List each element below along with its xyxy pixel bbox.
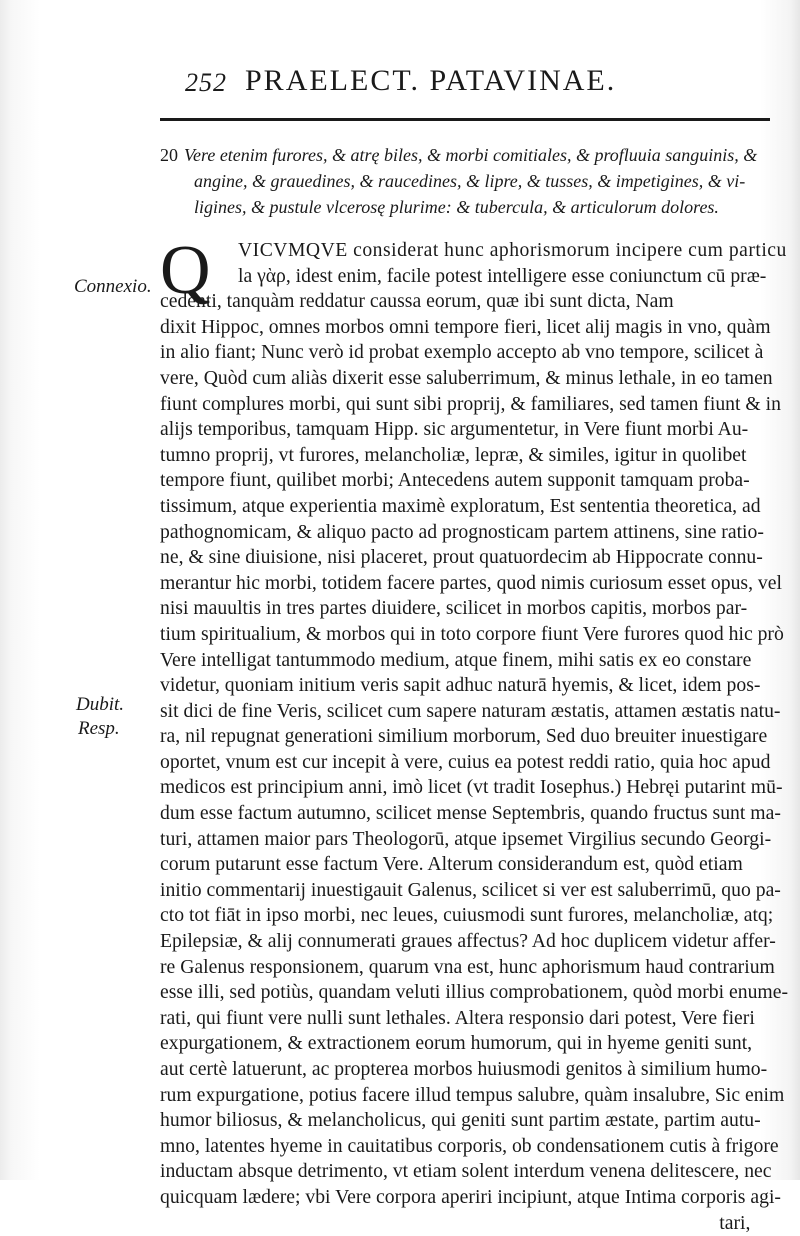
text-line: cto tot fiāt in ipso morbi, nec leues, cuiusmodi sunt furores, melancholiæ, atq; bbox=[160, 904, 774, 927]
text-line: dum esse factum autumno, scilicet mense Septembris, quando fructus sunt ma- bbox=[160, 802, 781, 825]
running-title: PRAELECT. PATAVINAE. bbox=[245, 64, 617, 97]
text-line: expurgationem, & extractionem eorum humorum, qui in hyeme geniti sunt, bbox=[160, 1032, 753, 1055]
aphorism-line: ligines, & pustule vlcerosę plurime: & tubercula, & articulorum dolores. bbox=[194, 197, 719, 217]
drop-cap: Q bbox=[160, 232, 211, 309]
margin-note-dubit: Dubit. bbox=[76, 694, 125, 715]
aphorism-number: 20 bbox=[160, 145, 178, 165]
text-line: initio commentarij inuestigauit Galenus, scilicet si ver est saluberrimū, quo pa- bbox=[160, 878, 781, 901]
text-line: rati, qui fiunt vere nulli sunt lethales. Altera responsio dari potest, Vere fieri bbox=[160, 1006, 755, 1029]
text-line: oportet, vnum est cur incepit à vere, cuius ea potest reddi ratio, quia hoc apud bbox=[160, 750, 771, 773]
text-line: ne, & sine diuisione, nisi placeret, prout quatuordecim ab Hippocrate connu- bbox=[160, 546, 763, 569]
aphorism-line: angine, & grauedines, & raucedines, & lipre, & tusses, & impetigines, & vi- bbox=[194, 171, 746, 191]
text-line: in alio fiant; Nunc verò id probat exemplo accepto ab vno tempore, scilicet à bbox=[160, 341, 764, 364]
header-rule bbox=[160, 118, 770, 121]
commentary-text bbox=[160, 232, 800, 1236]
text-line: vere, Quòd cum aliàs dixerit esse saluberrimum, & minus lethale, in eo tamen bbox=[160, 366, 773, 389]
text-line: merantur hic morbi, totidem facere partes, quod nimis curiosum esset opus, vel bbox=[160, 571, 782, 594]
text-line: humor biliosus, & melancholicus, qui geniti sunt partim æstate, partim autu- bbox=[160, 1109, 761, 1132]
aphorism-line: 20 Vere etenim furores, & atrę biles, & morbi comitiales, & profluuia sanguinis, & bbox=[160, 145, 758, 165]
text-line: tari, bbox=[719, 1211, 751, 1234]
text-line: Vere intelligat tantummodo medium, atque finem, mihi satis ex eo constare bbox=[160, 648, 752, 671]
text-line: tissimum, atque experientia maximè exploratum, Est sententia theoretica, ad bbox=[160, 494, 761, 517]
text-line: corum putarunt esse factum Vere. Alterum considerandum est, quòd etiam bbox=[160, 853, 743, 876]
page-header bbox=[185, 62, 765, 102]
margin-note-resp: Resp. bbox=[78, 718, 120, 739]
text-line: videtur, quoniam initium veris sapit adhuc naturā hyemis, & licet, idem pos- bbox=[160, 674, 761, 697]
text-line: mno, latentes hyeme in cauitatibus corporis, ob condensationem cutis à frigore bbox=[160, 1134, 779, 1157]
text-line: esse illi, sed potiùs, quandam veluti illius comprobationem, quòd morbi enume- bbox=[160, 981, 789, 1004]
text-line: tium spiritualium, & morbos qui in toto corpore fiunt Vere furores quod hic prò bbox=[160, 622, 784, 645]
text-line: la γὰρ, idest enim, facile potest intelligere esse coniunctum cū præ- bbox=[238, 264, 767, 287]
text-line: dixit Hippoc, omnes morbos omni tempore fieri, licet alij magis in vno, quàm bbox=[160, 315, 771, 338]
text-line: medicos est principium anni, imò licet (vt tradit Iosephus.) Hebręi putarint mū- bbox=[160, 776, 783, 799]
text-line: alijs temporibus, tamquam Hipp. sic argumentetur, in Vere fiunt morbi Au- bbox=[160, 418, 749, 441]
text-line: sit dici de fine Veris, scilicet cum sapere naturam æstatis, attamen æstatis natu- bbox=[160, 699, 781, 722]
page-number: 252 bbox=[185, 68, 227, 97]
text-line: Epilepsiæ, & alij connumerati graues affectus? Ad hoc duplicem videtur affer- bbox=[160, 930, 776, 953]
text-line: aut certè latuerunt, ac propterea morbos huiusmodi genitos à similium humo- bbox=[160, 1058, 768, 1080]
text-line: tumno proprij, vt furores, melancholiæ, lepræ, & similes, igitur in quolibet bbox=[160, 443, 747, 466]
text-line: rum expurgatione, potius facere illud tempus salubre, quàm insalubre, Sic enim bbox=[160, 1083, 785, 1106]
text-line: pathognomicam, & aliquo pacto ad prognosticam partem attinens, sine ratio- bbox=[160, 520, 764, 543]
text-line: VICVMQVE considerat hunc aphorismorum incipere cum particu bbox=[238, 239, 787, 261]
text-line: ra, nil repugnat generationi similium morborum, Sed duo breuiter inuestigare bbox=[160, 725, 768, 748]
text-line: fiunt complures morbi, qui sunt sibi proprij, & familiares, sed tamen fiunt & in bbox=[160, 392, 781, 415]
text-line: cedenti, tanquàm reddatur caussa eorum, quæ ibi sunt dicta, Nam bbox=[160, 290, 674, 313]
margin-note-connexio: Connexio. bbox=[74, 276, 152, 297]
text-line: re Galenus responsionem, quarum vna est, hunc aphorismum haud contrarium bbox=[160, 955, 775, 978]
text-line: inductam absque detrimento, vt etiam solent interdum venena delitescere, nec bbox=[160, 1160, 772, 1183]
text-line: turi, attamen maior pars Theologorū, atque ipsemet Virgilius secundo Georgi- bbox=[160, 827, 772, 850]
text-line: nisi mauultis in tres partes diuidere, scilicet in morbos capitis, morbos par- bbox=[160, 597, 748, 620]
text-line: tempore fiunt, quilibet morbi; Antecedens autem supponit tamquam proba- bbox=[160, 469, 750, 492]
text-line: quicquam lædere; vbi Vere corpora aperiri incipiunt, atque Intima corporis agi- bbox=[160, 1185, 781, 1208]
aphorism-text bbox=[160, 142, 780, 220]
